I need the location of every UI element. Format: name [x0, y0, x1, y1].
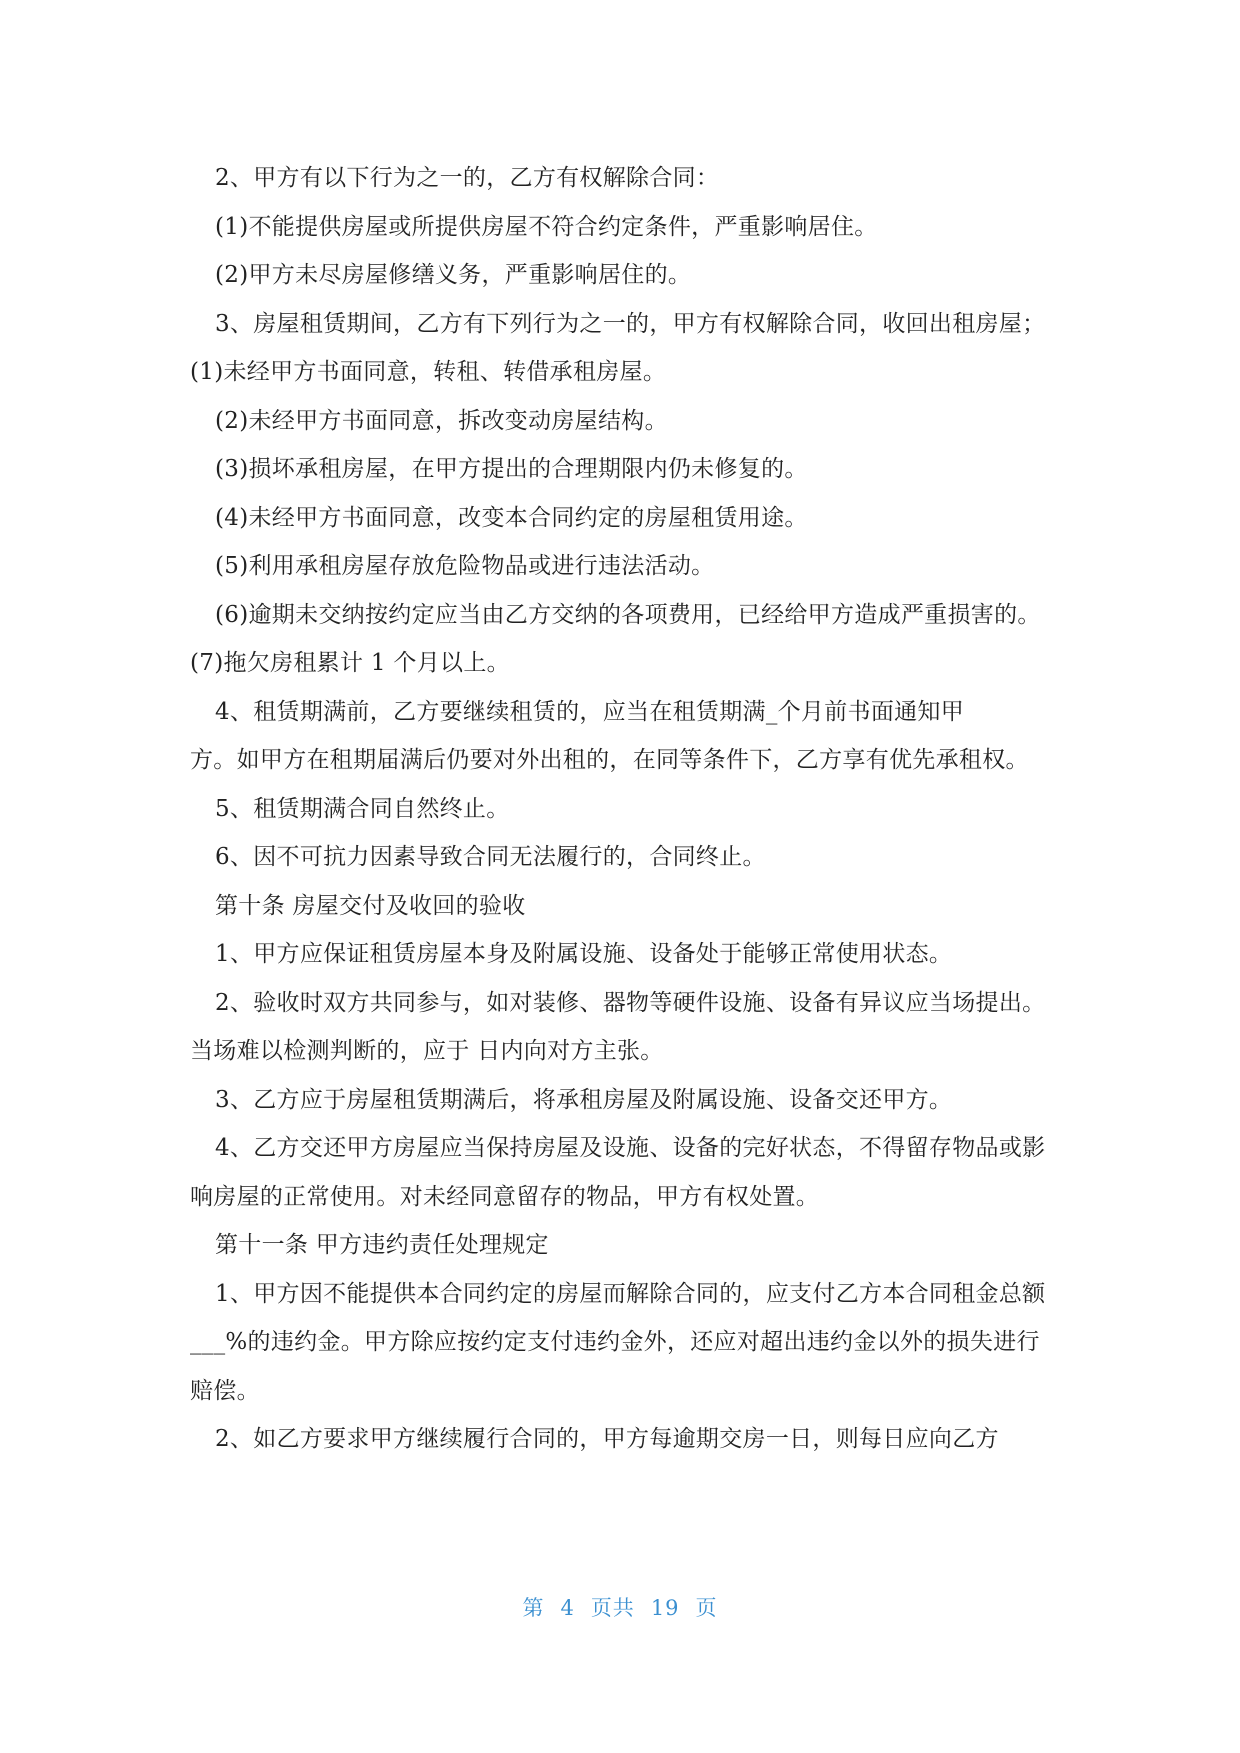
paragraph: 3、房屋租赁期间，乙方有下列行为之一的，甲方有权解除合同，收回出租房屋；(1)未经甲方书面同意，转租、转借承租房屋。: [190, 310, 1046, 385]
paragraph: 2、甲方有以下行为之一的，乙方有权解除合同：: [215, 165, 720, 191]
page-label-suffix: 页: [695, 1596, 718, 1620]
paragraph: (4)未经甲方书面同意，改变本合同约定的房屋租赁用途。: [215, 504, 808, 531]
paragraph: 4、租赁期满前，乙方要继续租赁的，应当在租赁期满_个月前书面通知甲 方。如甲方在租期届满后仍要对外出租的，在同等条件下，乙方享有优先承租权。: [190, 698, 1029, 773]
paragraph: (3)损坏承租房屋，在甲方提出的合理期限内仍未修复的。: [215, 456, 808, 482]
total-pages-number: 19: [650, 1596, 680, 1620]
page-label-prefix: 第: [522, 1596, 545, 1620]
current-page-number: 4: [560, 1596, 575, 1620]
paragraph: 1、甲方应保证租赁房屋本身及附属设施、设备处于能够正常使用状态。: [215, 941, 953, 967]
page-label-middle: 页共: [590, 1596, 635, 1620]
paragraph: 1、甲方因不能提供本合同约定的房屋而解除合同的，应支付乙方本合同租金总额___%的违约金。甲方除应按约定支付违约金外，还应对超出违约金以外的损失进行赔偿。: [190, 1280, 1046, 1404]
section-heading: 第十一条 甲方违约责任处理规定: [215, 1232, 549, 1258]
paragraph: 4、乙方交还甲方房屋应当保持房屋及设施、设备的完好状态，不得留存物品或影响房屋的正常使用。对未经同意留存的物品，甲方有权处置。: [190, 1135, 1046, 1210]
paragraph: (5)利用承租房屋存放危险物品或进行违法活动。: [215, 553, 715, 579]
section-heading: 第十条 房屋交付及收回的验收: [215, 892, 526, 919]
paragraph: (6)逾期未交纳按约定应当由乙方交纳的各项费用，已经给甲方造成严重损害的。 (7)拖欠房租累计 1 个月以上。: [190, 601, 1049, 676]
paragraph: (2)未经甲方书面同意，拆改变动房屋结构。: [215, 407, 668, 434]
paragraph: 2、验收时双方共同参与，如对装修、器物等硬件设施、设备有异议应当场提出。当场难以检测判断的，应于 日内向对方主张。: [190, 989, 1046, 1064]
paragraph: (1)不能提供房屋或所提供房屋不符合约定条件，严重影响居住。: [215, 213, 878, 240]
paragraph: 3、乙方应于房屋租赁期满后，将承租房屋及附属设施、设备交还甲方。: [215, 1086, 953, 1113]
paragraph: 2、如乙方要求甲方继续履行合同的，甲方每逾期交房一日，则每日应向乙方: [215, 1426, 999, 1452]
paragraph: 5、租赁期满合同自然终止。: [215, 795, 510, 822]
document-body: [190, 154, 1054, 1464]
paragraph: 6、因不可抗力因素导致合同无法履行的，合同终止。: [215, 844, 766, 870]
page-number-footer: [0, 1592, 1240, 1622]
paragraph: (2)甲方未尽房屋修缮义务，严重影响居住的。: [215, 262, 692, 288]
